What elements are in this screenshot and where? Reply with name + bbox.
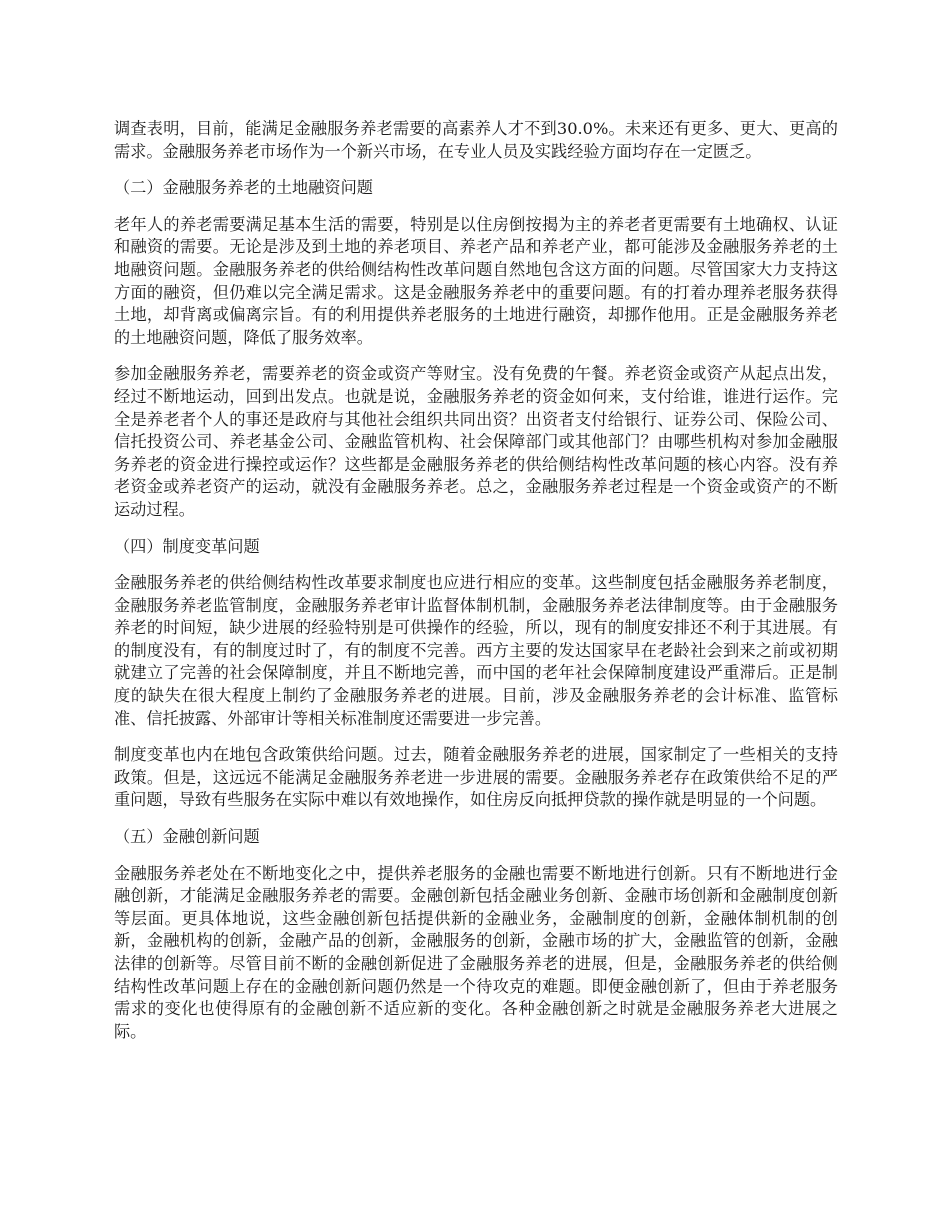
paragraph-talent-shortage: 调查表明，目前，能满足金融服务养老需要的高素养人才不到30.0%。未来还有更多、更大、更高的需求。金融服务养老市场作为一个新兴市场，在专业人员及实践经验方面均存在一定匮乏。 xyxy=(114,119,838,161)
section-heading-financial-innovation: （五）金融创新问题 xyxy=(114,827,260,847)
paragraph-land-financing: 老年人的养老需要满足基本生活的需要，特别是以住房倒按揭为主的养老者更需要有土地确权、认证和融资的需要。无论是涉及到土地的养老项目、养老产品和养老产业，都可能涉及金融服务养老的土地融资问题。金融服务养老的供给侧结构性改革问题自然地包含这方面的问题。尽管国家大力支持这方面的融资，但仍难以完全满足需求。这是金融服务养老中的重要问题。有的打着办理养老服务获得土地，却背离或偏离宗旨。有的利用提供养老服务的土地进行融资，却挪作他用。正是金融服务养老的土地融资问题，降低了服务效率。 xyxy=(114,214,838,347)
paragraph-fund-flow: 参加金融服务养老，需要养老的资金或资产等财宝。没有免费的午餐。养老资金或资产从起点出发，经过不断地运动，回到出发点。也就是说，金融服务养老的资金如何来，支付给谁，谁进行运作。完全是养老者个人的事还是政府与其他社会组织共同出资？出资者支付给银行、证券公司、保险公司、信托投资公司、养老基金公司、金融监管机构、社会保障部门或其他部门？由哪些机构对参加金融服务养老的资金进行操控或运作？这些都是金融服务养老的供给侧结构性改革问题的核心内容。没有养老资金或养老资产的运动，就没有金融服务养老。总之，金融服务养老过程是一个资金或资产的不断运动过程。 xyxy=(114,364,838,519)
section-heading-land-financing: （二）金融服务养老的土地融资问题 xyxy=(114,178,373,198)
paragraph-policy-supply: 制度变革也内在地包含政策供给问题。过去，随着金融服务养老的进展，国家制定了一些相关的支持政策。但是，这远远不能满足金融服务养老进一步进展的需要。金融服务养老存在政策供给不足的严重问题，导致有些服务在实际中难以有效地操作，如住房反向抵押贷款的操作就是明显的一个问题。 xyxy=(114,745,838,810)
section-heading-institutional-reform: （四）制度变革问题 xyxy=(114,536,260,556)
paragraph-financial-innovation: 金融服务养老处在不断地变化之中，提供养老服务的金融也需要不断地进行创新。只有不断地进行金融创新，才能满足金融服务养老的需要。金融创新包括金融业务创新、金融市场创新和金融制度创新等层面。更具体地说，这些金融创新包括提供新的金融业务，金融制度的创新，金融体制机制的创新，金融机构的创新，金融产品的创新，金融服务的创新，金融市场的扩大，金融监管的创新，金融法律的创新等。尽管目前不断的金融创新促进了金融服务养老的进展，但是，金融服务养老的供给侧结构性改革问题上存在的金融创新问题仍然是一个待攻克的难题。即便金融创新了，但由于养老服务需求的变化也使得原有的金融创新不适应新的变化。各种金融创新之时就是金融服务养老大进展之际。 xyxy=(114,863,838,1041)
document-page xyxy=(114,118,838,1057)
paragraph-institutional-reform: 金融服务养老的供给侧结构性改革要求制度也应进行相应的变革。这些制度包括金融服务养老制度，金融服务养老监管制度，金融服务养老审计监督体制机制，金融服务养老法律制度等。由于金融服务养老的时间短，缺少进展的经验特别是可供操作的经验，所以，现有的制度安排还不利于其进展。有的制度没有，有的制度过时了，有的制度不完善。西方主要的发达国家早在老龄社会到来之前或初期就建立了完善的社会保障制度，并且不断地完善，而中国的老年社会保障制度建设严重滞后。正是制度的缺失在很大程度上制约了金融服务养老的进展。目前，涉及金融服务养老的会计标准、监管标准、信托披露、外部审计等相关标准制度还需要进一步完善。 xyxy=(114,573,838,728)
